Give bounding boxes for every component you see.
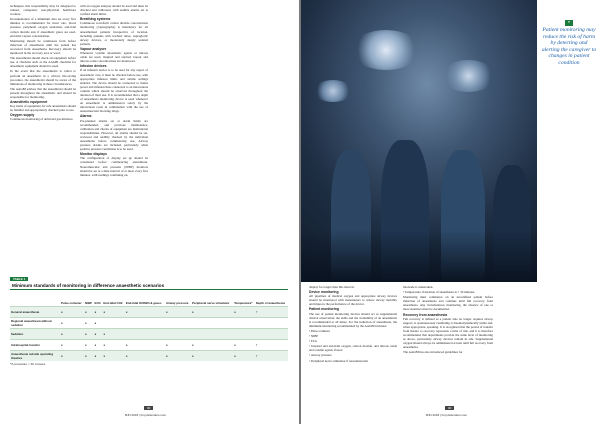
table-cell: ● <box>102 351 125 362</box>
table-cell: ● <box>165 351 191 362</box>
table-cell: ● <box>233 351 255 362</box>
table-row <box>10 351 288 362</box>
table-cell: ● <box>94 340 103 351</box>
table-cell <box>233 329 255 340</box>
left-column-2 <box>80 4 148 280</box>
table-cell: ● <box>233 307 255 318</box>
page-number: 00 <box>144 406 153 410</box>
section-heading: Anaesthetic equipment <box>10 100 48 105</box>
table-cell: † <box>255 307 288 318</box>
table-row <box>10 329 288 340</box>
table-cell: ● <box>102 340 125 351</box>
table-cell: ● <box>84 351 93 362</box>
table-cell <box>102 318 125 329</box>
table-row <box>10 307 288 318</box>
table-cell: ● <box>233 340 255 351</box>
paragraph: If an infusion device is to be used for any aspect of anaesthetic care, it must be checked before use, with appropriate infusion limits and alarms settings enabled. The device should be connected to mains power and infusion lines connected to an intravenous cannula which should be observed throughout the duration of their use. It is recommended that a depth of anaesthesia monitoring device is used whenever an anaesthetic is administered solely by the intravenous route in combination with the use of neuromuscular blocking drugs. <box>80 68 148 114</box>
paragraph: The anaesthetist should check all equipment before use. A checklist such as the AAGBI checklist for anaesthetic equipment should be used. <box>10 56 76 69</box>
section-heading: Device monitoring <box>309 290 339 295</box>
paragraph: Monitoring should be continuous from before induction of anaesthesia until the patient has recovered from anaesthesia. Recovery should be monitored in the recovery area or ward. <box>10 38 76 56</box>
section-heading: Patient monitoring <box>309 307 339 312</box>
table-cell: ● <box>60 307 84 318</box>
table-header-row <box>10 290 288 307</box>
table-cell: † <box>255 351 288 362</box>
paragraph: techniques, this responsibility may be delegated to trained, competent, non-physician healthcare workers. <box>10 4 76 17</box>
section-heading: Alarms <box>80 114 92 119</box>
surgical-lamp <box>313 80 353 102</box>
table-cell: ● <box>125 340 165 351</box>
right-column-2 <box>403 285 493 403</box>
paragraph: Whenever volatile anaesthetic agents or nitrous oxide are used, inspired and expired vapour and nitrous oxide concentrations are monitored. <box>80 51 148 64</box>
paragraph: The AAGBI has also introduced guidelines for <box>403 350 463 355</box>
list-item: • Temperature if duration of anaesthesia is > 30 minutes. <box>403 290 476 295</box>
table-row <box>10 340 288 351</box>
table-row <box>10 318 288 329</box>
table-cell: ● <box>60 318 84 329</box>
table-cell: ● <box>60 340 84 351</box>
paragraph: In the event that the anaesthetist is called to perform an anaesthetic in a critical, life-saving procedure, the anaesthetist should be aware of the limitations of monitoring in these circumstances. <box>10 69 76 86</box>
table <box>10 290 288 361</box>
list-item: • Inspired and end-tidal oxygen, carbon dioxide, and nitrous oxide and volatile agents if used <box>309 344 397 353</box>
table-cell: ● <box>60 329 84 340</box>
row-label: Regional anaesthesia without sedation <box>10 318 60 329</box>
table-cell <box>191 318 233 329</box>
paragraph: Key items of equipment for safe anaesthesia should be familiar and appropriately checked prior to use. <box>10 104 76 113</box>
section-heading: Oxygen supply <box>10 113 35 118</box>
section-heading: Monitor displays <box>80 152 107 157</box>
paragraph: display for longer than this interval. <box>309 285 355 289</box>
table-cell <box>125 318 165 329</box>
column-header: End-tidal O2/N2O & gases <box>125 301 162 305</box>
column-header: Pulse oximeter <box>61 301 82 305</box>
table-cell: ● <box>84 329 93 340</box>
surgical-lamp <box>351 30 421 70</box>
paragraph: Continuous waveform carbon dioxide concentration monitoring (capnography) is mandatory for all anaesthetised patients irrespective of location, including patients with tracheal tubes, supraglottic airway devices, or moderately deeply sedated patients. <box>80 21 148 46</box>
page-footer: BJN 2018 | bmj.defenders.com <box>125 413 167 417</box>
table-cell: ● <box>102 307 125 318</box>
section-heading: Recovery from anaesthesia <box>403 312 448 317</box>
column-header: Airway pressure <box>165 301 189 305</box>
table-cell <box>165 329 191 340</box>
paragraph: Pre-planned alarms set at alarm limits are recommended, and previous maintenance, calibration and checks of equipment are institutional responsibilities. However, all alarms should be set, reviewed and audibly checked by the individual anaesthetist before commencing use. Airway pressure alarms are included, particularly when positive pressure ventilation is to be used. <box>80 118 148 152</box>
table-cell: † <box>255 340 288 351</box>
row-label: Intrahospital transfer <box>10 340 60 351</box>
table-cell <box>233 318 255 329</box>
pull-quote-text: Patient monitoring may reduce the risk of harm by detecting and alerting the caregiver to changes in patient condition <box>541 27 597 66</box>
table-cell: ● <box>60 351 84 362</box>
list-item: • Airway pressure <box>309 353 332 358</box>
monitoring-standards-table <box>10 277 288 366</box>
paragraph: blockade is undertaken. <box>403 285 434 289</box>
table-cell: ● <box>191 351 233 362</box>
paragraph: Monitoring must commence on an unconfined patient before induction of anaesthesia and continue until full recovery from anaesthesia. Any circumstances monitoring, the absence of one or more monitors must be documented. <box>403 295 493 312</box>
left-column-1 <box>10 4 76 280</box>
page-footer: BJN 2018 | bmj.defenders.com <box>426 413 468 417</box>
table-footnote: *If procedure > 30 minutes <box>10 362 46 366</box>
column-header: Depth of anaesthesia <box>255 301 285 305</box>
table-cell: ● <box>94 318 103 329</box>
table-cell: ● <box>102 329 125 340</box>
row-label: Sedation <box>10 329 60 340</box>
table-cell: ● <box>165 307 191 318</box>
table-cell: ● <box>165 340 191 351</box>
list-item: • ECG <box>309 339 318 344</box>
table-cell <box>165 318 191 329</box>
table-cell <box>255 329 288 340</box>
table-cell: ● <box>125 351 165 362</box>
row-label: General anaesthesia <box>10 307 60 318</box>
table-cell: ● <box>125 307 165 318</box>
table-cell: ● <box>84 318 93 329</box>
table-cell <box>255 318 288 329</box>
pull-quote <box>541 20 597 67</box>
section-heading: Infusion devices <box>80 64 107 69</box>
table-cell: ● <box>84 307 93 318</box>
paragraph: Continuous monitoring of delivered gas mixtures <box>10 117 73 122</box>
section-heading: Vapour analyser <box>80 46 107 51</box>
quote-icon: ❝ <box>565 20 573 26</box>
paragraph: The use of patient monitoring devices should act as supplemental clinical observation, the skills and the availability of an anaesthetist is recommended at all times. For the induction of anaesthesia, the minimum monitoring recommended by the AAGBI includes: <box>309 311 397 328</box>
paragraph: Documentation of a minimum data set every five minutes is recommended for heart rate, blood pressure, peripheral oxygen saturation, end-tidal carbon dioxide and, if anaesthetic gases are used, end-tidal vapour concentration. <box>10 17 76 38</box>
table-cell: ● <box>191 340 233 351</box>
row-label: Anaesthesia outside operating theatres <box>10 351 60 362</box>
paragraph: The AAGBI advises that the anaesthetist should be present throughout the anaesthetic and should be responsible for monitoring. <box>10 86 76 99</box>
list-item: • Peripheral nerve stimulator if neuromuscular <box>309 358 369 363</box>
column-header <box>10 290 60 307</box>
list-item: • Pulse oximeter <box>309 328 330 333</box>
table-tag: TABLE 1 <box>10 277 28 281</box>
table-cell <box>125 329 165 340</box>
right-column-1 <box>309 285 397 403</box>
paragraph: The configuration of display set up should be considered before commencing anaesthesia. Neuromuscular and pressure (NIBP) monitors should be set at a time interval of at most every five minutes, with readings continuing on. <box>80 156 148 177</box>
right-page <box>301 0 600 424</box>
table-cell <box>191 329 233 340</box>
paragraph: Full recovery is defined as a patient who no longer requires airway support, is spontaneously ventilating, is haemodynamically stable and, when appropriate, speaking. It is recognised that the period of transfer from theatre to recovery represents a time of risk, and it is therefore recommended that departments provide the same level of monitoring as above, particularly airway devices remain in situ. Supplemental oxygen should always be administered at least until full recovery from anaesthesia. <box>403 316 493 350</box>
table-cell: ● <box>94 329 103 340</box>
page-number: 00 <box>445 406 454 410</box>
section-heading: Breathing systems <box>80 17 111 22</box>
table-cell: ● <box>94 351 103 362</box>
paragraph: All pipelines of medical oxygen and appropriate airway devices should be monitored with manometers to reduce airway mobility and improve the performance of the device. <box>309 294 397 307</box>
column-header: NIBP <box>85 301 92 305</box>
list-item: • NIBP <box>309 334 319 339</box>
column-header: End-tidal CO2 <box>103 301 123 305</box>
left-page <box>0 0 299 424</box>
surgical-lamp <box>441 60 496 92</box>
table-cell: ● <box>94 307 103 318</box>
table-cell: ● <box>84 340 93 351</box>
column-header: ECG <box>94 301 101 305</box>
table-title: Minimum standards of monitoring in difference anaesthetic scenarios <box>10 282 288 290</box>
table-cell: ● <box>191 307 233 318</box>
paragraph: with an oxygen analyser should be used and must be checked and calibrated, with audible alarms set at verified alarm limits. <box>80 4 148 17</box>
column-header: Peripheral nerve stimulator <box>192 301 230 305</box>
column-header: Temperature* <box>234 301 253 305</box>
